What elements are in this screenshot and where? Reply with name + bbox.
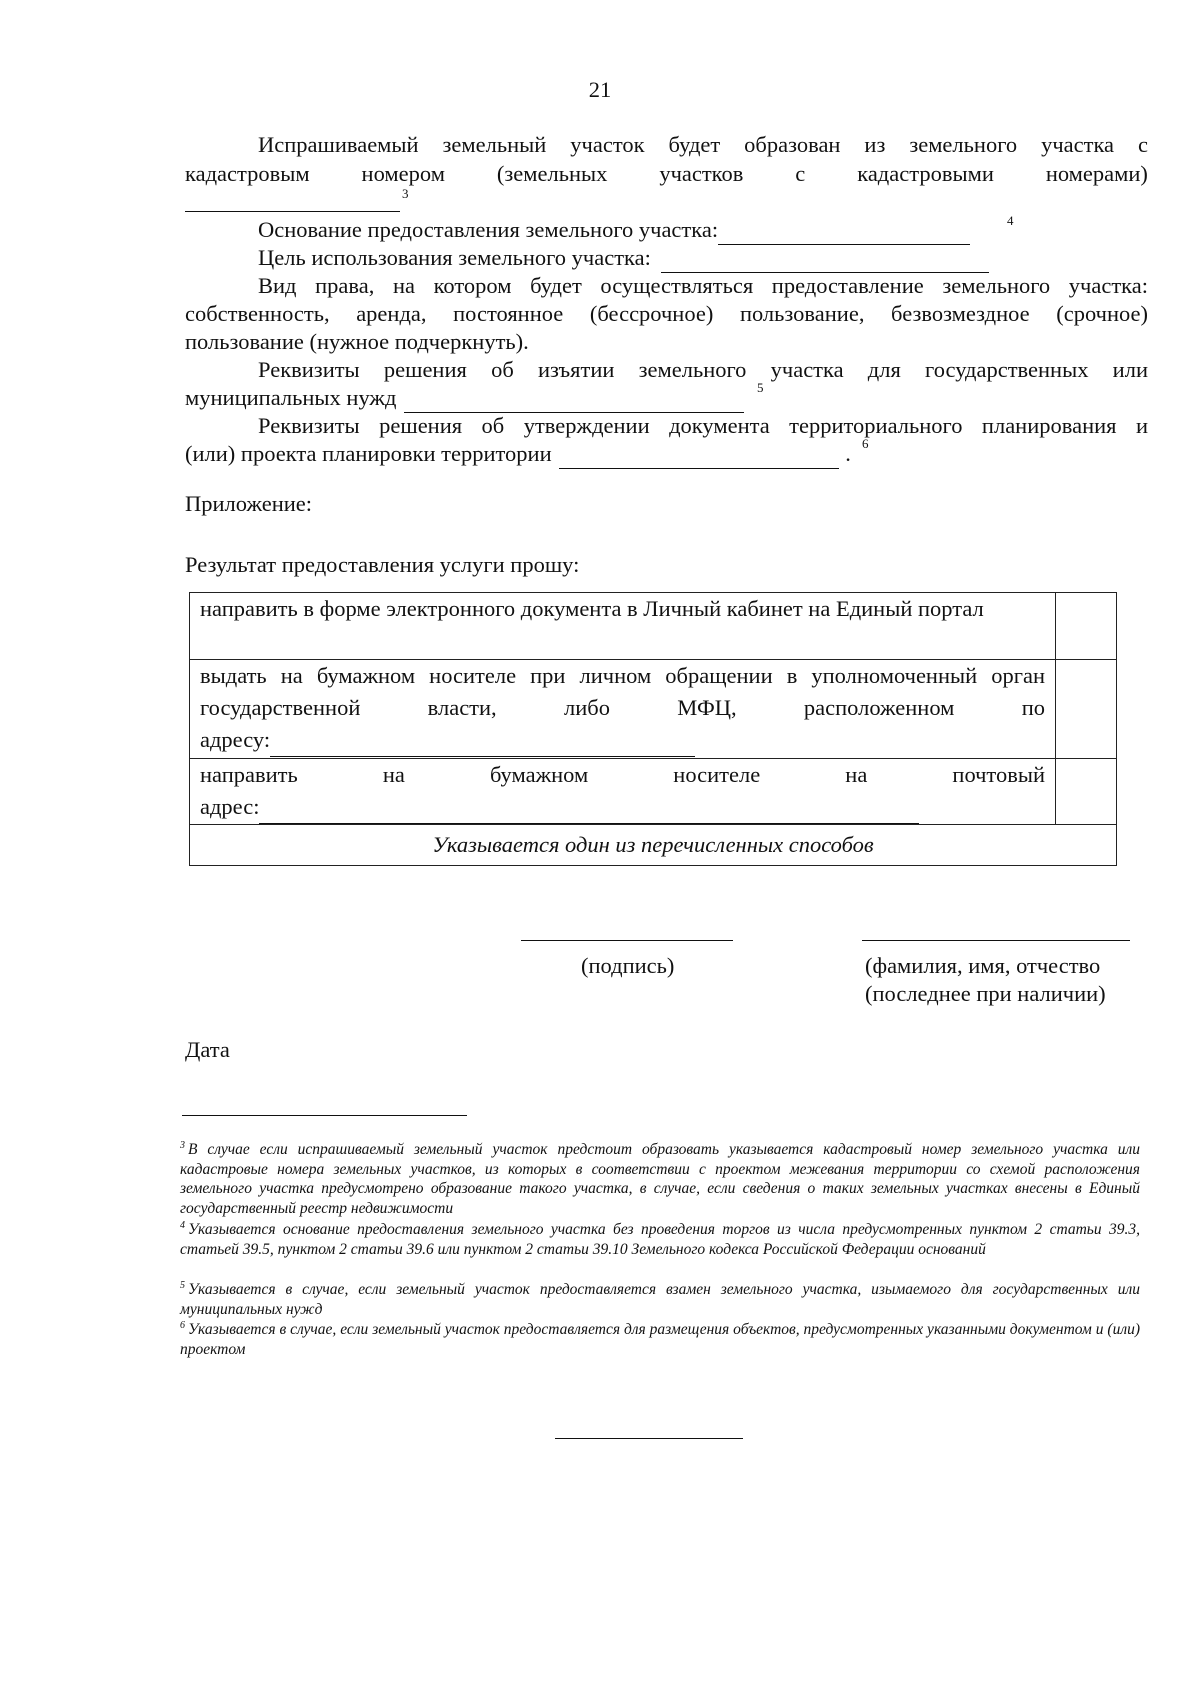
option-row-paper-in-person xyxy=(190,660,1117,759)
footnote-ref-3: 3 xyxy=(402,186,409,201)
seizure-line1: Реквизиты решения об изъятии земельного участка для государственных или xyxy=(258,357,1148,382)
footnote-text: Указывается в случае, если земельный участок предоставляется взамен земельного участка, изымаемого для государственных или муниципальных нужд xyxy=(180,1281,1140,1318)
purpose-label: Цель использования земельного участка: xyxy=(258,245,651,270)
word: кадастровыми xyxy=(857,161,994,186)
para1-line1: Испрашиваемый земельный участок будет образован из земельного участка с xyxy=(258,132,1148,157)
option-paper-mail-checkbox[interactable] xyxy=(1056,759,1117,825)
option-paper-in-person-cell xyxy=(190,660,1056,759)
option-row-paper-mail xyxy=(190,759,1117,825)
option-electronic-text: направить в форме электронного документа в Личный кабинет на Единый портал xyxy=(190,593,1056,660)
word: участков xyxy=(659,161,744,186)
basis-line xyxy=(258,216,970,245)
footnote-ref-6: 6 xyxy=(862,436,869,451)
name-caption-line1: (фамилия, имя, отчество xyxy=(865,953,1101,978)
footnote-ref-4: 4 xyxy=(1007,213,1014,228)
mail-address-blank[interactable] xyxy=(259,791,919,824)
planning-end: . xyxy=(845,441,851,466)
planning-blank[interactable] xyxy=(559,440,839,469)
purpose-line xyxy=(258,244,989,273)
word: кадастровым xyxy=(185,161,310,186)
word: номерами) xyxy=(1045,161,1148,186)
footnote-number: 3 xyxy=(180,1140,185,1151)
end-of-page-rule xyxy=(555,1438,743,1439)
name-caption-line2: (последнее при наличии) xyxy=(865,981,1106,1006)
option-paper-mail-cell xyxy=(190,759,1056,825)
word: (земельных xyxy=(496,161,608,186)
date-label: Дата xyxy=(185,1037,230,1062)
signature-caption: (подпись) xyxy=(581,953,675,978)
footnote-4 xyxy=(180,1216,1140,1259)
planning-label: (или) проекта планировки территории xyxy=(185,441,552,466)
footnote-text: Указывается основание предоставления земельного участка без проведения торгов из числа предусмотренных пунктом 2 статьи 39.3, статьей 39.5, пунктом 2 статьи 39.6 или пунктом 2 статьи 39.10 Земельного кодекса Российской Федерации оснований xyxy=(180,1221,1140,1258)
planning-line1: Реквизиты решения об утверждении документа территориального планирования и xyxy=(258,413,1148,438)
in-person-address-blank[interactable] xyxy=(270,724,695,757)
seizure-label: муниципальных нужд xyxy=(185,385,397,410)
footnote-text: Указывается в случае, если земельный участок предоставляется для размещения объектов, предусмотренных указанными документом и (или) проектом xyxy=(180,1321,1140,1358)
footnote-6 xyxy=(180,1316,1140,1359)
options-note: Указывается один из перечисленных способов xyxy=(190,825,1117,866)
right-type-line2: собственность, аренда, постоянное (бессрочное) пользование, безвозмездное (срочное) xyxy=(185,301,1148,326)
footnote-number: 4 xyxy=(180,1220,185,1231)
word: с xyxy=(795,161,806,186)
result-options-table xyxy=(189,592,1117,866)
address-label: адрес: xyxy=(200,794,260,819)
option-row-electronic xyxy=(190,593,1117,660)
name-line[interactable] xyxy=(862,940,1130,941)
word: номером xyxy=(361,161,445,186)
right-type-line3: пользование (нужное подчеркнуть). xyxy=(185,329,529,354)
cadastral-number-blank[interactable] xyxy=(185,211,400,212)
footnote-5 xyxy=(180,1276,1140,1319)
option-paper-in-person-text: выдать на бумажном носителе при личном обращении в уполномоченный орган государственной власти, либо МФЦ, расположенном по xyxy=(200,663,1045,720)
seizure-line2 xyxy=(185,384,744,413)
option-electronic-checkbox[interactable] xyxy=(1056,593,1117,660)
footnote-number: 6 xyxy=(180,1320,185,1331)
result-label: Результат предоставления услуги прошу: xyxy=(185,552,580,577)
para1-line2 xyxy=(185,160,1148,188)
footnote-3 xyxy=(180,1136,1140,1218)
signature-line[interactable] xyxy=(521,940,733,941)
footnotes-separator xyxy=(182,1115,467,1116)
address-label: адресу: xyxy=(200,727,271,752)
option-paper-mail-text: направить на бумажном носителе на почтовый xyxy=(200,762,1045,787)
basis-label: Основание предоставления земельного участка: xyxy=(258,217,719,242)
option-row-note xyxy=(190,825,1117,866)
right-type-line1: Вид права, на котором будет осуществляться предоставление земельного участка: xyxy=(258,273,1148,298)
purpose-blank[interactable] xyxy=(661,244,989,273)
basis-blank[interactable] xyxy=(718,216,970,245)
planning-line2 xyxy=(185,440,851,469)
page-number: 21 xyxy=(588,77,612,102)
footnote-ref-5: 5 xyxy=(757,380,764,395)
attachment-label: Приложение: xyxy=(185,491,313,516)
footnote-number: 5 xyxy=(180,1280,185,1291)
seizure-blank[interactable] xyxy=(404,384,744,413)
option-paper-in-person-checkbox[interactable] xyxy=(1056,660,1117,759)
footnote-text: В случае если испрашиваемый земельный участок предстоит образовать указывается кадастровый номер земельного участка или кадастровые номера земельных участков, из которых в соответствии с проектом межевания территории со схемой расположения земельного участка предусмотрено образование такого участка, в случае, если сведения о таких земельных участках внесены в Единый государственный реестр недвижимости xyxy=(180,1141,1140,1217)
option-paper-in-person-address xyxy=(200,724,1045,757)
option-paper-mail-address xyxy=(200,791,1045,824)
